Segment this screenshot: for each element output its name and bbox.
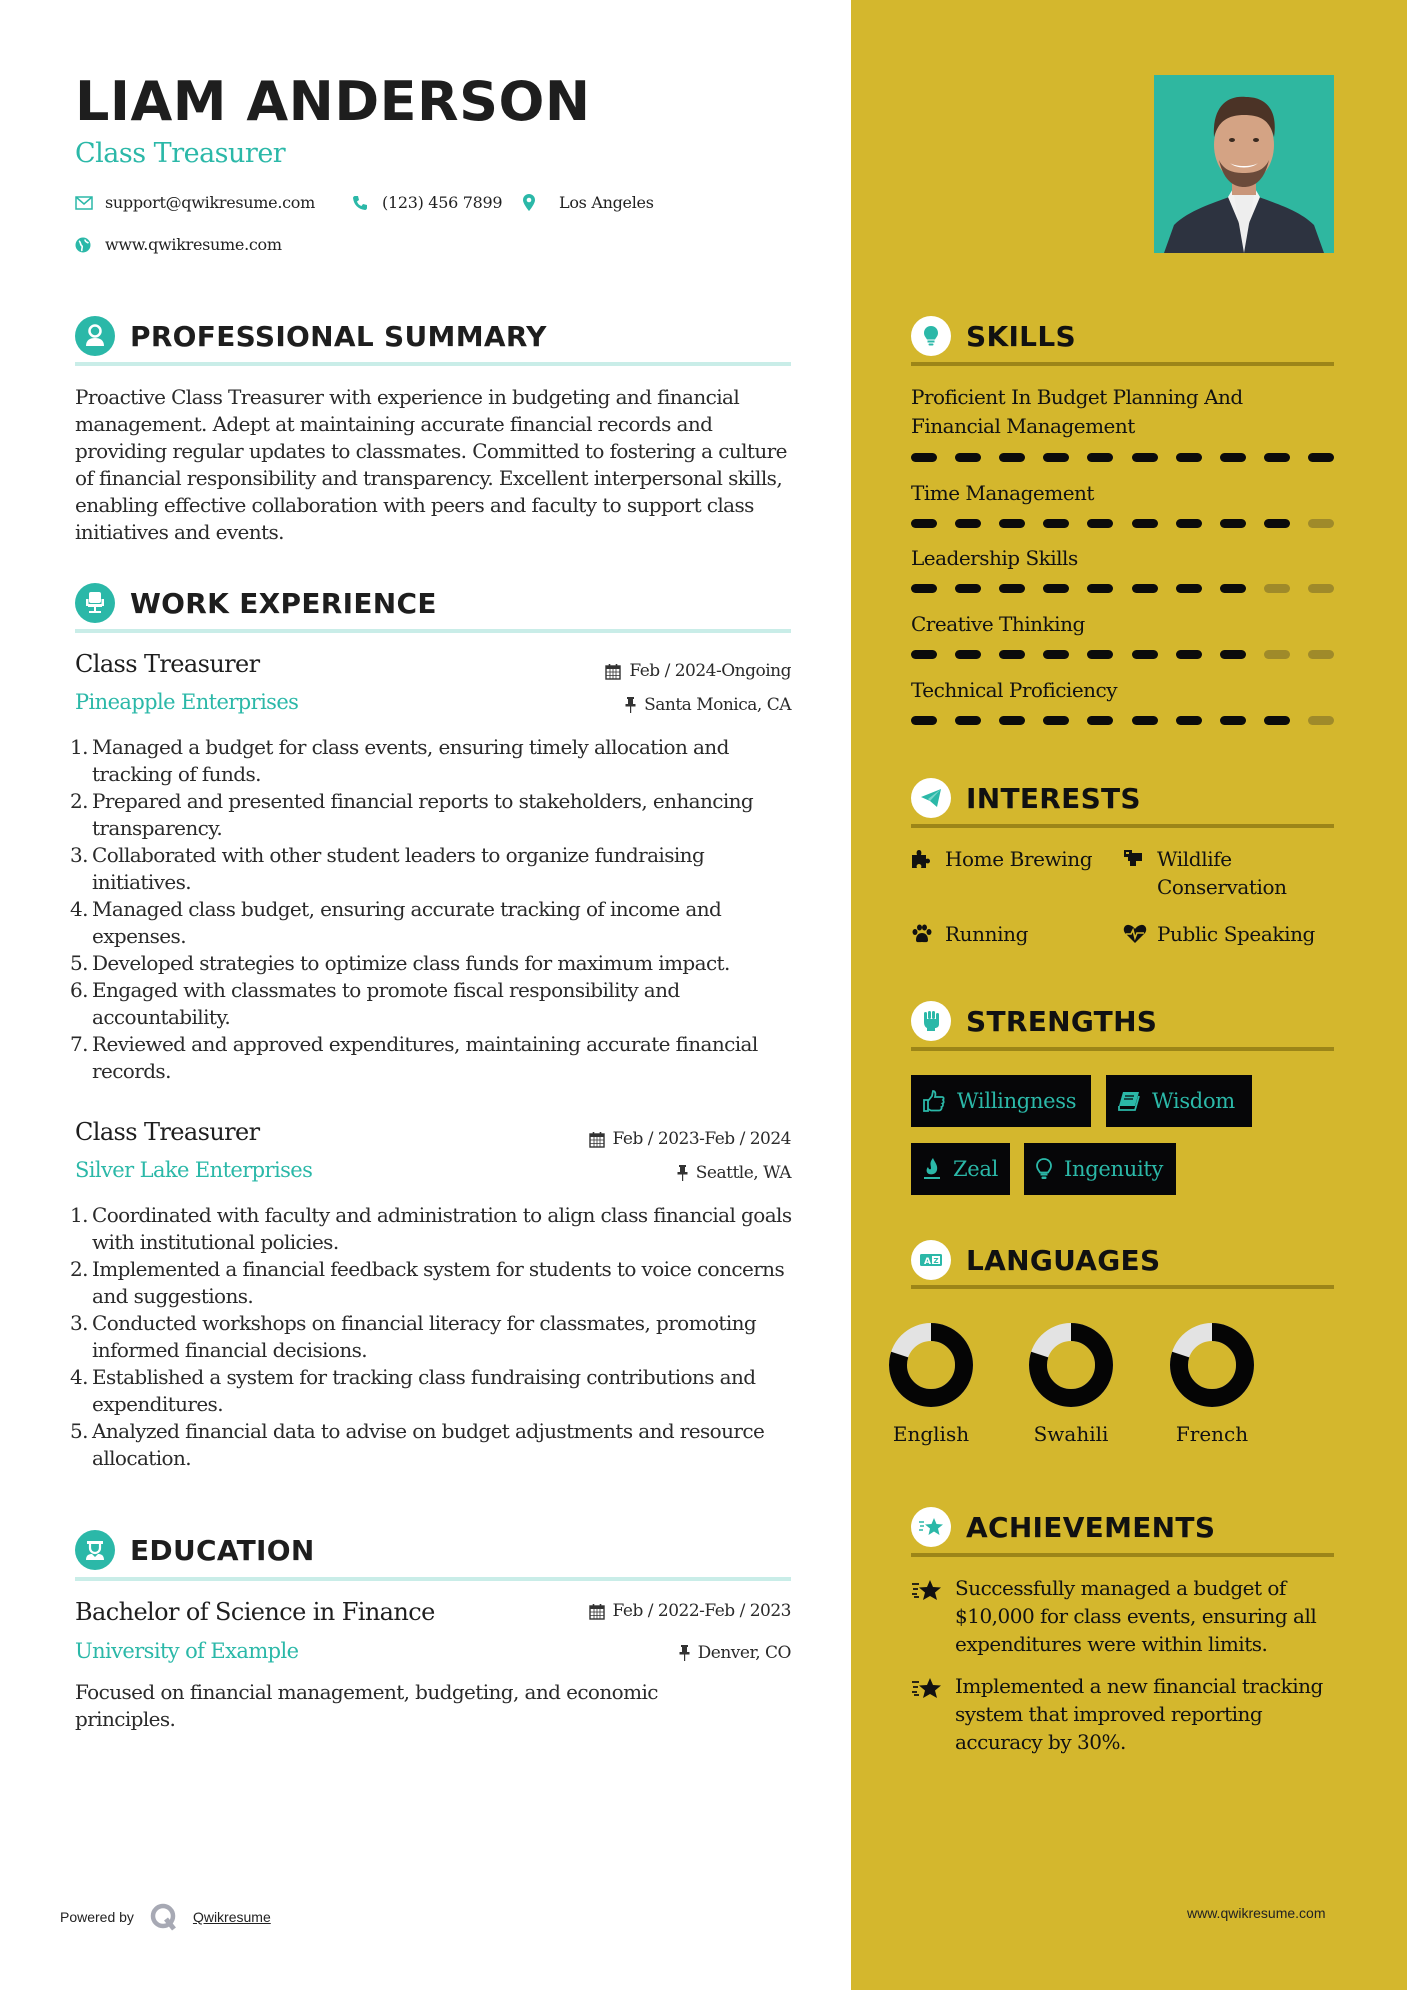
skills-section-header — [911, 316, 1076, 356]
education-heading: EDUCATION — [130, 1533, 315, 1567]
shooting-star-icon — [911, 1672, 955, 1756]
job-bullet: 4. Managed class budget, ensuring accurate tracking of income and expenses. — [70, 897, 722, 948]
skill-name: Creative Thinking — [911, 612, 1085, 636]
section-divider — [911, 1553, 1334, 1557]
pushpin-icon — [679, 1645, 690, 1661]
job-bullets — [70, 1202, 795, 1472]
language-proficiency-donut — [1169, 1322, 1255, 1408]
job-location — [677, 1163, 791, 1183]
shooting-star-icon — [911, 1574, 955, 1658]
candidate-title: Class Treasurer — [75, 138, 286, 169]
achievement-item: Successfully managed a budget of $10,000 for class events, ensuring all expenditures were within limits. — [911, 1574, 1334, 1658]
strength-chip: Willingness — [911, 1075, 1091, 1127]
location-text: Los Angeles — [559, 193, 654, 212]
powered-by — [60, 1902, 271, 1932]
education-dates-text: Feb / 2022-Feb / 2023 — [612, 1601, 791, 1621]
skill-level-bar — [911, 584, 1334, 593]
job-company: Silver Lake Enterprises — [75, 1158, 313, 1182]
skill-name: Time Management — [911, 481, 1094, 505]
education-dates — [589, 1601, 791, 1621]
job-title: Class Treasurer — [75, 650, 260, 678]
languages-heading: LANGUAGES — [966, 1243, 1161, 1277]
section-divider — [911, 1285, 1334, 1289]
education-location-text: Denver, CO — [697, 1643, 791, 1663]
calendar-icon — [605, 663, 621, 680]
job-title: Class Treasurer — [75, 1118, 260, 1146]
skill-name: Technical Proficiency — [911, 678, 1118, 702]
fist-icon — [911, 1001, 951, 1041]
paper-plane-icon — [911, 778, 951, 818]
achievement-item: Implemented a new financial tracking system that improved reporting accuracy by 30%. — [911, 1672, 1334, 1756]
section-divider — [911, 1047, 1334, 1051]
thumbs-up-icon — [923, 1090, 945, 1112]
language-item: English — [876, 1322, 986, 1446]
lightbulb-icon — [1036, 1158, 1052, 1180]
skill-level-bar — [911, 519, 1334, 528]
languages-section-header — [911, 1240, 1160, 1280]
lightbulb-icon — [911, 316, 951, 356]
interests-heading: INTERESTS — [966, 781, 1141, 815]
contact-phone[interactable] — [352, 193, 502, 212]
job-location-text: Santa Monica, CA — [644, 695, 791, 715]
book-icon — [1118, 1091, 1140, 1111]
globe-icon — [75, 237, 105, 253]
map-pin-icon — [523, 194, 559, 211]
strength-chip: Ingenuity — [1024, 1143, 1176, 1195]
job-location-text: Seattle, WA — [695, 1163, 791, 1183]
job-bullet: 2. Implemented a financial feedback system for students to voice concerns and suggestions. — [70, 1257, 785, 1308]
puzzle-icon — [911, 845, 945, 873]
strengths-heading: STRENGTHS — [966, 1004, 1158, 1038]
language-proficiency-donut — [888, 1322, 974, 1408]
skill-name: Proficient In Budget Planning And Financial Management — [911, 385, 1243, 438]
job-bullet: 3. Conducted workshops on financial literacy for classmates, promoting informed financial decisions. — [70, 1311, 757, 1362]
interest-item: Wildlife Conservation — [1123, 845, 1323, 901]
job-bullet: 5. Developed strategies to optimize class funds for maximum impact. — [70, 951, 730, 975]
skill-level-bar — [911, 650, 1334, 659]
experience-section-header — [75, 583, 437, 623]
phone-icon — [352, 195, 382, 211]
job-bullet: 6. Engaged with classmates to promote fiscal responsibility and accountability. — [70, 978, 680, 1029]
section-divider — [75, 1577, 791, 1581]
section-divider — [75, 362, 791, 366]
skills-heading: SKILLS — [966, 319, 1076, 353]
translate-icon — [911, 1240, 951, 1280]
powered-by-label: Powered by — [60, 1909, 134, 1925]
strength-chip: Zeal — [911, 1143, 1010, 1195]
paw-icon — [911, 920, 945, 948]
website-text: www.qwikresume.com — [105, 235, 282, 254]
interest-item: Public Speaking — [1123, 920, 1315, 948]
education-description: Focused on financial management, budgeting, and economic principles. — [75, 1680, 658, 1731]
job-bullet: 3. Collaborated with other student leaders to organize fundraising initiatives. — [70, 843, 705, 894]
skill-name: Leadership Skills — [911, 546, 1078, 570]
shooting-star-icon — [911, 1507, 951, 1547]
pushpin-icon — [625, 697, 636, 713]
job-dates-text: Feb / 2023-Feb / 2024 — [612, 1129, 791, 1149]
job-bullets — [70, 734, 795, 1085]
summary-text: Proactive Class Treasurer with experience in budgeting and financial management. Adept at maintaining accurate financial records and providing regular updates to classmates. Committed to fostering a culture of financial responsibility and transparency. Excellent interpersonal skills, enabling effective collaboration with peers and faculty to support class initiatives and events. — [75, 385, 787, 544]
interest-item: Running — [911, 920, 1028, 948]
contact-location — [523, 193, 654, 212]
footer-website[interactable]: www.qwikresume.com — [1187, 1905, 1326, 1921]
job-bullet: 1. Coordinated with faculty and administration to align class financial goals with institutional policies. — [70, 1203, 792, 1254]
sidebar — [851, 0, 1407, 1990]
summary-section-header — [75, 316, 547, 356]
achievements-section-header — [911, 1507, 1215, 1547]
section-divider — [911, 362, 1334, 366]
envelope-icon — [75, 196, 105, 210]
strength-chip: Wisdom — [1106, 1075, 1252, 1127]
job-bullet: 7. Reviewed and approved expenditures, maintaining accurate financial records. — [70, 1032, 758, 1083]
qwikresume-link[interactable]: Qwikresume — [192, 1909, 271, 1925]
job-bullet: 2. Prepared and presented financial reports to stakeholders, enhancing transparency. — [70, 789, 754, 840]
strengths-section-header — [911, 1001, 1157, 1041]
language-item: Swahili — [1016, 1322, 1126, 1446]
wildlife-icon — [1123, 845, 1157, 901]
interests-section-header — [911, 778, 1141, 818]
graduate-icon — [75, 1530, 115, 1570]
heartbeat-icon — [1123, 920, 1157, 948]
skill-level-bar — [911, 716, 1334, 725]
language-proficiency-donut — [1028, 1322, 1114, 1408]
calendar-icon — [589, 1131, 605, 1148]
flame-icon — [923, 1157, 941, 1181]
summary-heading: PROFESSIONAL SUMMARY — [130, 319, 547, 353]
svg-text:A: A — [924, 1257, 931, 1267]
section-divider — [911, 824, 1334, 828]
profile-photo — [1154, 75, 1334, 253]
job-dates — [605, 661, 791, 681]
job-dates — [589, 1129, 791, 1149]
contact-email[interactable] — [75, 193, 315, 212]
experience-heading: WORK EXPERIENCE — [130, 586, 437, 620]
pushpin-icon — [677, 1165, 688, 1181]
svg-text:Z: Z — [933, 1257, 939, 1265]
achievements-heading: ACHIEVEMENTS — [966, 1510, 1216, 1544]
job-company: Pineapple Enterprises — [75, 690, 299, 714]
candidate-name: LIAM ANDERSON — [75, 70, 591, 133]
skill-level-bar — [911, 453, 1334, 462]
qwikresume-logo-icon — [149, 1902, 179, 1932]
job-bullet: 5. Analyzed financial data to advise on budget adjustments and resource allocation. — [70, 1419, 765, 1470]
job-location — [625, 695, 791, 715]
section-divider — [75, 629, 791, 633]
education-section-header — [75, 1530, 315, 1570]
phone-text: (123) 456 7899 — [382, 193, 503, 212]
school-name: University of Example — [75, 1639, 299, 1663]
job-bullet: 4. Established a system for tracking class fundraising contributions and expenditures. — [70, 1365, 756, 1416]
interest-item: Home Brewing — [911, 845, 1092, 873]
language-item: French — [1157, 1322, 1267, 1446]
email-text: support@qwikresume.com — [105, 193, 315, 212]
degree-title: Bachelor of Science in Finance — [75, 1598, 435, 1626]
office-chair-icon — [75, 583, 115, 623]
job-bullet: 1. Managed a budget for class events, ensuring timely allocation and tracking of funds. — [70, 735, 729, 786]
job-dates-text: Feb / 2024-Ongoing — [629, 661, 791, 681]
user-icon — [75, 316, 115, 356]
calendar-icon — [589, 1603, 605, 1620]
contact-website[interactable] — [75, 235, 282, 254]
education-location — [679, 1643, 791, 1663]
